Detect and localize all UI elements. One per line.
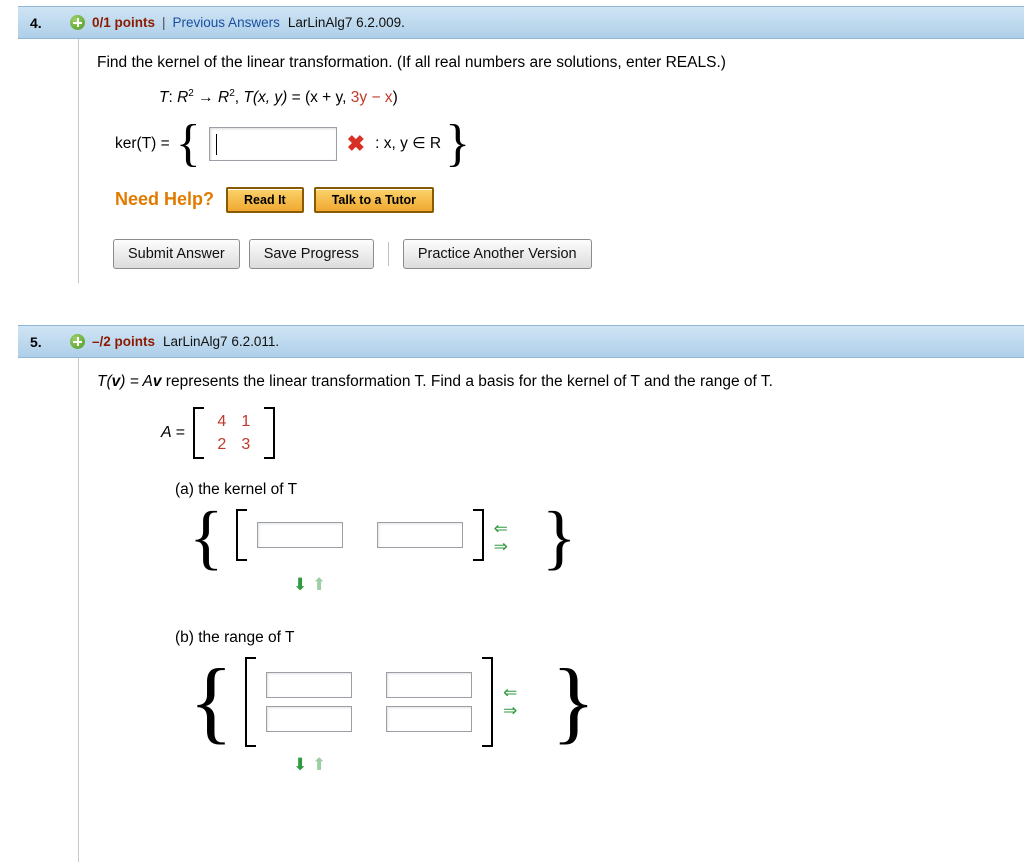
left-arrow-icon[interactable]: ⇐ xyxy=(503,683,518,703)
problem-5 xyxy=(18,325,1024,862)
part-a-answer-group xyxy=(189,497,1024,578)
matrix-A xyxy=(161,407,1024,459)
add-row-icon[interactable]: ⬇ xyxy=(293,574,308,594)
expand-icon[interactable] xyxy=(70,334,85,349)
part-b-close-brace: } xyxy=(551,650,596,753)
statement-mid: ) = A xyxy=(120,373,153,390)
part-a-inputs xyxy=(247,514,473,556)
expression-part-red: 3y − x xyxy=(350,89,393,107)
codomain-symbol: R xyxy=(217,89,230,107)
part-a-row-controls xyxy=(293,575,1024,595)
bracket-right xyxy=(482,657,493,747)
talk-to-tutor-button[interactable]: Talk to a Tutor xyxy=(314,187,434,213)
problem-4-statement: Find the kernel of the linear transformation. (If all real numbers are solutions, enter REALS.) xyxy=(97,54,726,71)
part-b-open-brace: { xyxy=(189,650,234,753)
problem-5-statement xyxy=(97,372,1024,393)
input-row xyxy=(251,518,469,552)
problem-4-header xyxy=(18,6,1024,39)
bracket-left xyxy=(245,657,256,747)
mapping-function: T(x, y) xyxy=(243,89,288,107)
maps-to-arrow: → xyxy=(198,89,214,107)
matrix-bracket-group xyxy=(193,407,275,459)
part-a-arrow-controls xyxy=(494,520,508,556)
part-a-open-brace: { xyxy=(189,497,224,578)
input-row xyxy=(260,668,478,702)
matrix-row xyxy=(210,410,258,433)
read-it-button[interactable]: Read It xyxy=(226,187,304,213)
left-arrow-icon[interactable]: ⇐ xyxy=(493,519,508,539)
problem-4-points: 0/1 points xyxy=(92,15,156,30)
part-a-close-brace: } xyxy=(541,497,577,578)
remove-row-icon[interactable]: ⬆ xyxy=(311,574,327,594)
problem-5-header xyxy=(18,325,1024,358)
problem-4-code: LarLinAlg7 6.2.009. xyxy=(287,15,405,30)
matrix-grid xyxy=(204,407,264,459)
matrix-row xyxy=(210,433,258,456)
matrix-cell: 4 xyxy=(217,412,227,430)
set-open-brace: { xyxy=(175,115,201,173)
kernel-answer-row xyxy=(115,115,1024,173)
part-a-bracket-group xyxy=(236,509,484,561)
problem-5-points: –/2 points xyxy=(92,334,156,349)
statement-pre: T( xyxy=(97,373,112,390)
matrix-cell: 1 xyxy=(241,412,251,430)
matrix-label: A = xyxy=(161,424,185,442)
kernel-answer-input[interactable] xyxy=(209,127,337,161)
bracket-left xyxy=(193,407,204,459)
problem-4-actions xyxy=(113,239,1024,283)
submit-answer-button[interactable]: Submit Answer xyxy=(113,239,240,269)
equals-sign: = xyxy=(291,89,301,107)
part-a-text: (a) the kernel of T xyxy=(175,481,298,499)
problem-4 xyxy=(18,6,1024,283)
expression-part-1: (x + y, xyxy=(304,89,351,107)
bracket-right xyxy=(264,407,275,459)
part-b-arrow-controls xyxy=(503,684,517,720)
right-arrow-icon[interactable]: ⇒ xyxy=(503,700,518,720)
need-help-row xyxy=(115,187,1024,213)
part-b-answer-group xyxy=(189,650,1024,753)
set-close-brace: } xyxy=(445,115,471,173)
problem-5-number: 5. xyxy=(30,333,42,350)
kernel-label: ker(T) = xyxy=(115,134,170,152)
domain-exponent: 2 xyxy=(188,87,194,99)
expand-icon[interactable] xyxy=(70,15,85,30)
problem-5-code: LarLinAlg7 6.2.011. xyxy=(163,334,280,349)
transformation-symbol: T xyxy=(159,89,169,107)
problem-4-body xyxy=(78,39,1024,283)
matrix-cell: 2 xyxy=(217,436,227,454)
range-vector-input-2[interactable] xyxy=(386,672,472,698)
domain-symbol: R xyxy=(177,89,189,107)
set-condition: : x, y ∈ R xyxy=(375,135,442,153)
remove-row-icon[interactable]: ⬆ xyxy=(311,754,327,774)
vector-v-2: v xyxy=(152,373,162,390)
expression-part-2: ) xyxy=(392,89,398,107)
previous-answers-link[interactable]: Previous Answers xyxy=(172,15,280,30)
range-vector-input-1[interactable] xyxy=(266,672,352,698)
part-b-row-controls xyxy=(293,755,1024,775)
matrix-cell: 3 xyxy=(241,436,251,454)
part-b-bracket-group xyxy=(245,657,493,747)
part-a-label xyxy=(175,481,1024,499)
problem-4-number: 4. xyxy=(30,14,42,31)
text-caret xyxy=(216,134,217,155)
incorrect-mark-icon: ✖ xyxy=(346,130,366,156)
statement-post: represents the linear transformation T. Find a basis for the kernel of T and the range of T. xyxy=(161,373,773,390)
kernel-vector-input-2[interactable] xyxy=(377,522,463,548)
vector-v-1: v xyxy=(111,373,121,390)
header-separator: | xyxy=(162,15,166,30)
part-b-label xyxy=(175,629,1024,647)
part-b-text: (b) the range of T xyxy=(175,628,295,646)
problem-4-transformation: T: $R^2 \to R^2$, T(x, y) = (x + y, 3y − x) xyxy=(159,87,398,107)
math-colon: : xyxy=(168,89,173,107)
bracket-right xyxy=(473,509,484,561)
need-help-label: Need Help? xyxy=(115,189,215,210)
part-b-inputs xyxy=(256,664,482,740)
add-row-icon[interactable]: ⬇ xyxy=(293,754,308,774)
right-arrow-icon[interactable]: ⇒ xyxy=(493,537,508,557)
input-row xyxy=(260,702,478,736)
save-progress-button[interactable]: Save Progress xyxy=(249,239,374,269)
range-vector-input-4[interactable] xyxy=(386,706,472,732)
kernel-vector-input-1[interactable] xyxy=(257,522,343,548)
problem-5-body xyxy=(78,358,1024,862)
action-divider xyxy=(388,242,389,266)
codomain-exponent: 2 xyxy=(229,87,235,99)
range-vector-input-3[interactable] xyxy=(266,706,352,732)
practice-another-version-button[interactable]: Practice Another Version xyxy=(403,239,592,269)
bracket-left xyxy=(236,509,247,561)
